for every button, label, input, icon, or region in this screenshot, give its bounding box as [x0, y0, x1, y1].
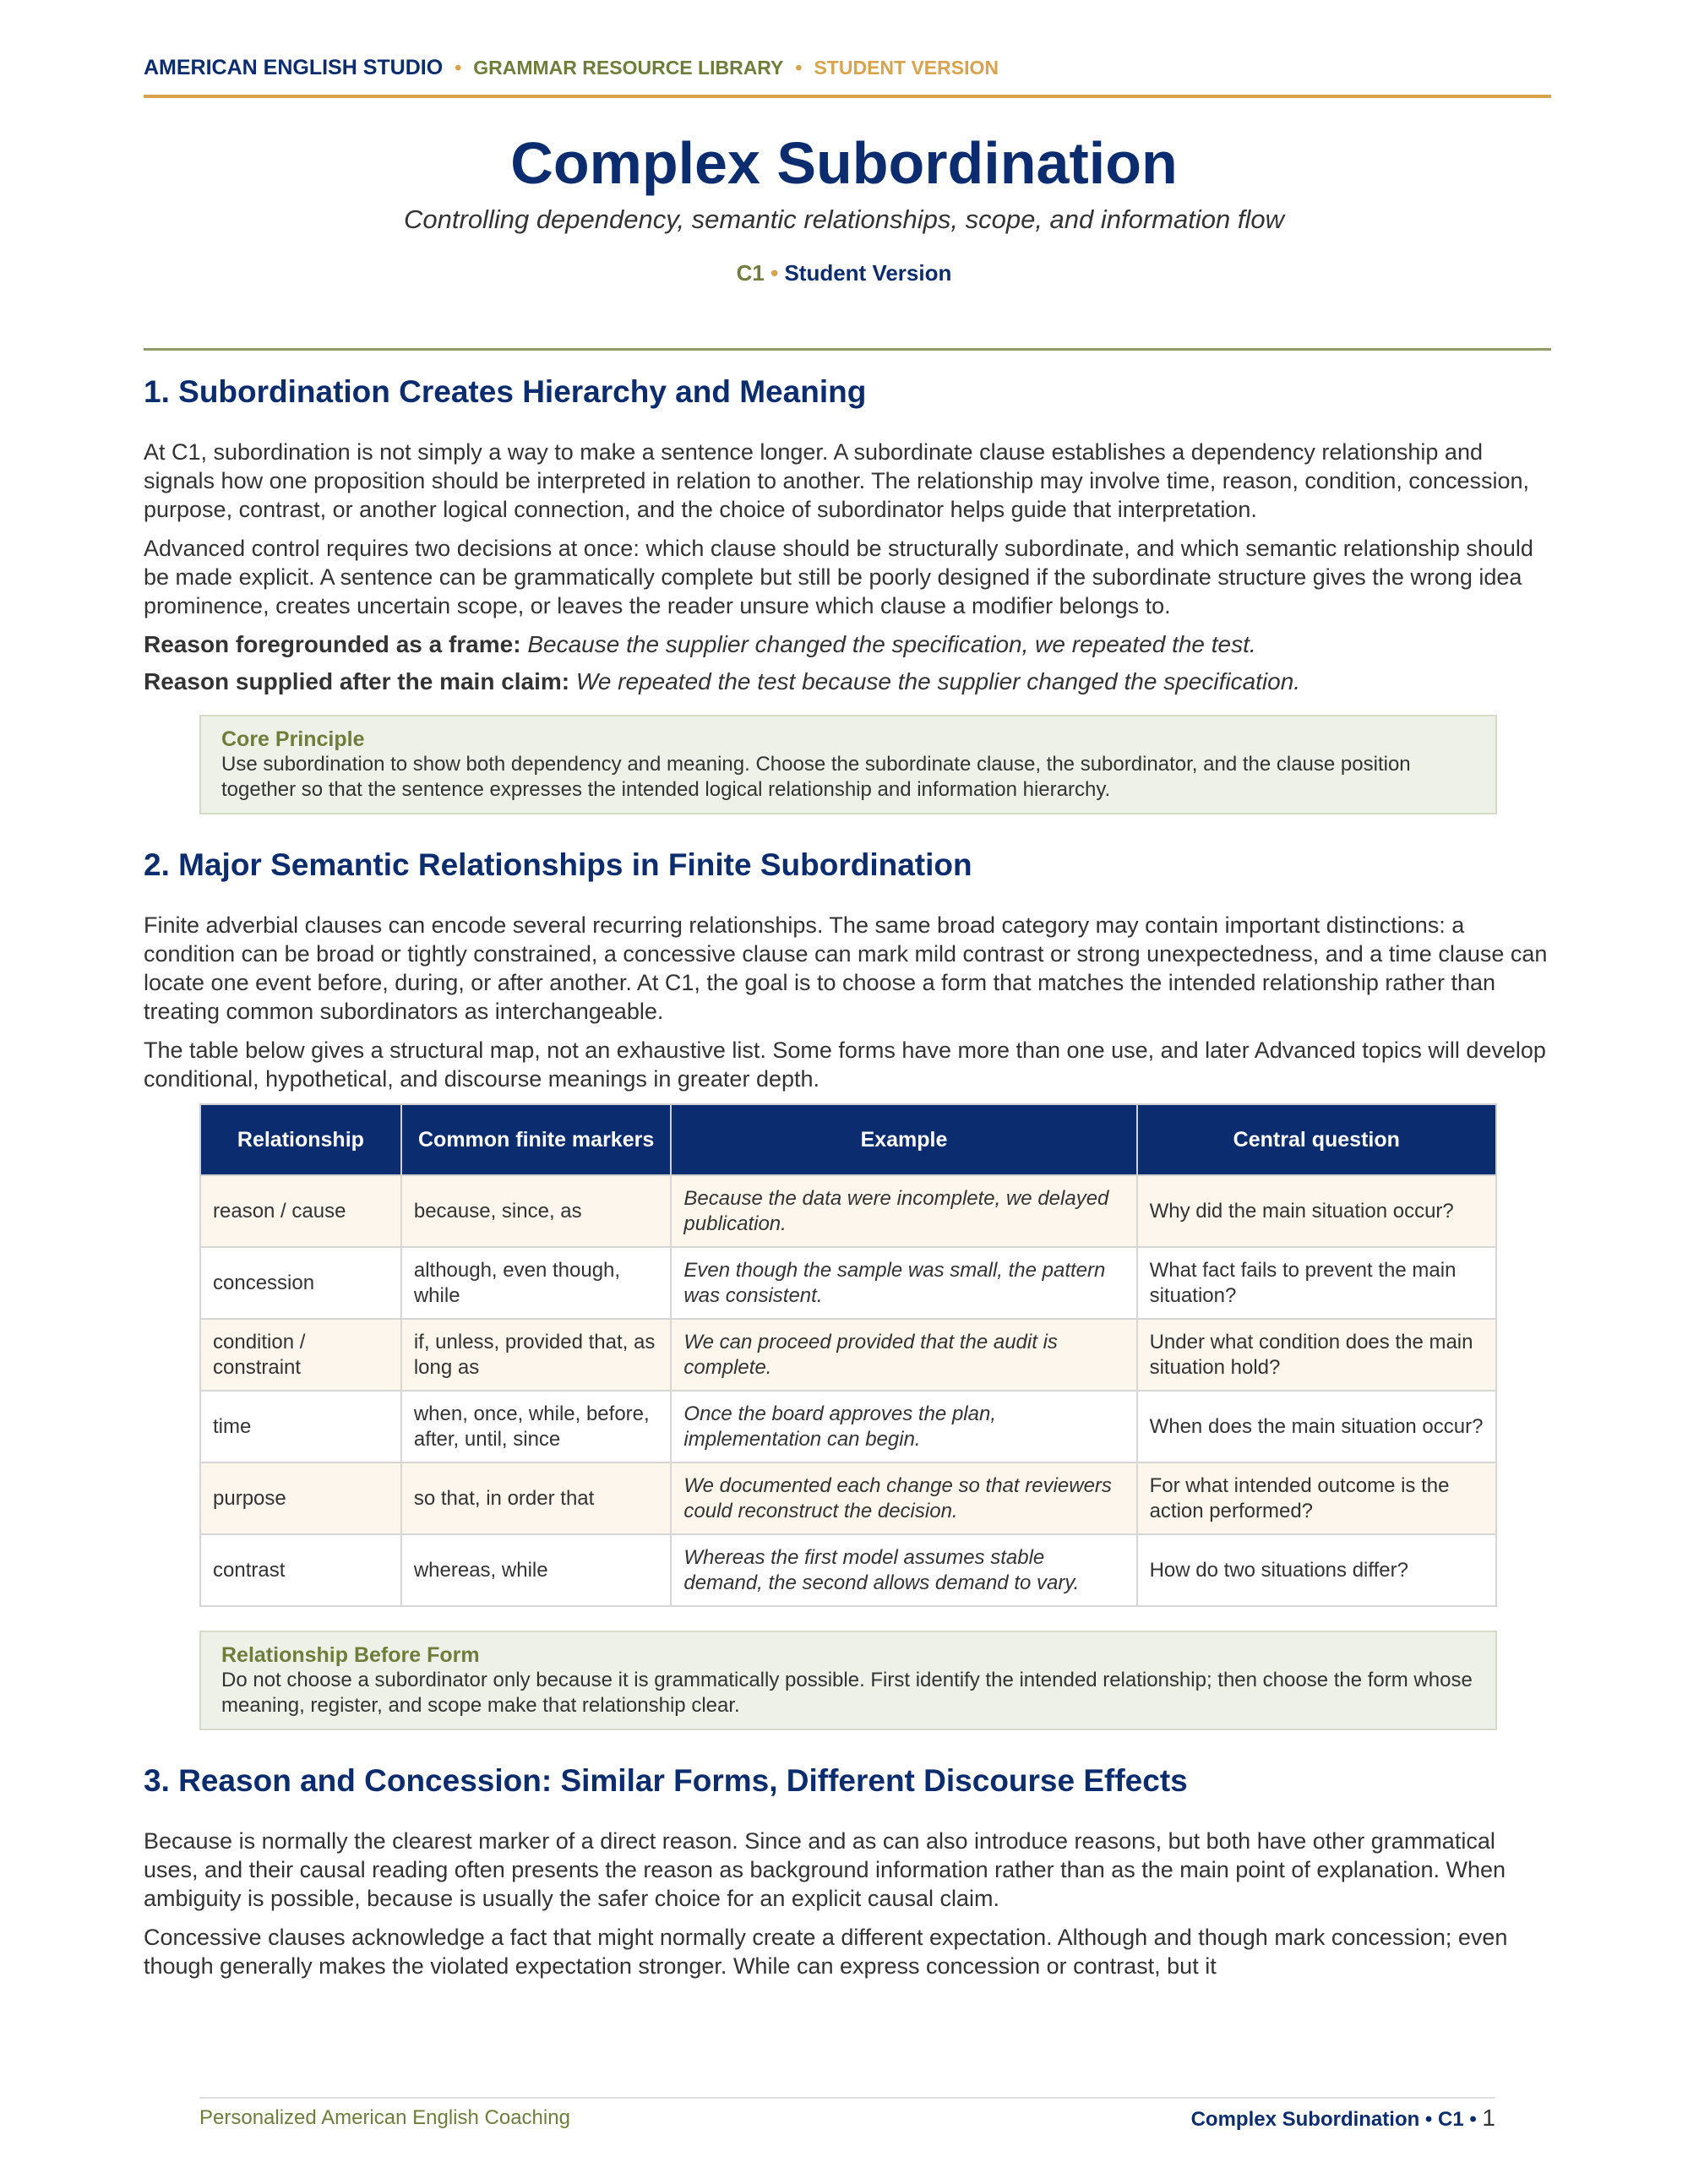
question-cell: Under what condition does the main situation hold?: [1137, 1319, 1496, 1391]
markers-cell: when, once, while, before, after, until, since: [401, 1391, 672, 1462]
markers-cell: if, unless, provided that, as long as: [401, 1319, 672, 1391]
example-text: Because the supplier changed the specification, we repeated the test.: [527, 631, 1256, 657]
example-cell: Once the board approves the plan, implementation can begin.: [671, 1391, 1136, 1462]
markers-cell: although, even though, while: [401, 1247, 672, 1319]
question-cell: When does the main situation occur?: [1137, 1391, 1496, 1462]
section-heading: 2. Major Semantic Relationships in Finite Subordination: [144, 847, 972, 882]
page-number: 1: [1482, 2105, 1495, 2131]
example-cell: Even though the sample was small, the pattern was consistent.: [671, 1247, 1136, 1319]
example-label: Reason supplied after the main claim:: [144, 668, 570, 694]
table-row: [200, 1391, 1496, 1462]
relationship-cell: purpose: [200, 1462, 401, 1534]
example-cell: We can proceed provided that the audit is complete.: [671, 1319, 1136, 1391]
separator-dot: •: [455, 57, 462, 79]
column-header: Common finite markers: [401, 1104, 672, 1175]
main-content: [144, 368, 1551, 1991]
table-row: [200, 1175, 1496, 1247]
running-header: [144, 54, 1551, 98]
callout-body: Do not choose a subordinator only because it is grammatically possible. First identify the intended relationship; then choose the form whose meaning, register, and scope make that relationship clear.: [221, 1669, 1473, 1717]
callout-title: Core Principle: [221, 727, 365, 751]
table-header-row: [200, 1104, 1496, 1175]
column-header: Relationship: [200, 1104, 401, 1175]
footer-doc-label: Complex Subordination • C1 •: [1190, 2108, 1477, 2131]
callout-title: Relationship Before Form: [221, 1643, 480, 1667]
relationship-cell: reason / cause: [200, 1175, 401, 1247]
footer-right: [1191, 2105, 1495, 2132]
example-cell: Whereas the first model assumes stable demand, the second allows demand to vary.: [671, 1534, 1136, 1606]
paragraph: Finite adverbial clauses can encode several recurring relationships. The same broad category may contain important distinctions: a condition can be broad or tightly constrained, a concessive clause can mark mild contrast or strong unexpectedness, and a time clause can locate one event before, during, or after another. At C1, the goal is to choose a form that matches the intended relationship rather than treating common subordinators as interchangeable.: [144, 912, 1548, 1024]
paragraph: The table below gives a structural map, not an exhaustive list. Some forms have more than one use, and later Advanced topics will develop conditional, hypothetical, and discourse meanings in greater depth.: [144, 1038, 1546, 1092]
question-cell: For what intended outcome is the action performed?: [1137, 1462, 1496, 1534]
level-separator: •: [770, 260, 779, 286]
callout-body: Use subordination to show both dependency and meaning. Choose the subordinate clause, the subordinator, and the clause position together so that the sentence expresses the intended logical relationship and information hierarchy.: [221, 753, 1411, 801]
example-cell: We documented each change so that reviewers could reconstruct the decision.: [671, 1462, 1136, 1534]
markers-cell: whereas, while: [401, 1534, 672, 1606]
title-divider: [144, 348, 1551, 351]
column-header: Example: [671, 1104, 1136, 1175]
example-line: [144, 667, 1551, 696]
footer-left: Personalized American English Coaching: [199, 2106, 570, 2129]
example-cell: Because the data were incomplete, we delayed publication.: [671, 1175, 1136, 1247]
example-label: Reason foregrounded as a frame:: [144, 631, 521, 657]
example-text: We repeated the test because the supplier changed the specification.: [575, 668, 1301, 694]
page-subtitle: Controlling dependency, semantic relationships, scope, and information flow: [404, 204, 1284, 234]
example-line: [144, 630, 1551, 659]
relationship-cell: condition / constraint: [200, 1319, 401, 1391]
relationship-cell: concession: [200, 1247, 401, 1319]
table-row: [200, 1462, 1496, 1534]
question-cell: What fact fails to prevent the main situation?: [1137, 1247, 1496, 1319]
footer-divider: [199, 2097, 1495, 2099]
section-heading: 1. Subordination Creates Hierarchy and Meaning: [144, 374, 867, 409]
library-label: GRAMMAR RESOURCE LIBRARY: [473, 57, 784, 79]
paragraph: At C1, subordination is not simply a way to make a sentence longer. A subordinate clause establishes a dependency relationship and signals how one proposition should be interpreted in relation to another. The relationship may involve time, reason, condition, concession, purpose, contrast, or another logical connection, and the choice of subordinator helps guide that interpretation.: [144, 439, 1529, 522]
version-label: STUDENT VERSION: [814, 57, 999, 79]
relationships-table: [199, 1103, 1497, 1607]
relationship-cell: time: [200, 1391, 401, 1462]
callout-box: [199, 715, 1497, 814]
markers-cell: so that, in order that: [401, 1462, 672, 1534]
markers-cell: because, since, as: [401, 1175, 672, 1247]
callout-box: [199, 1631, 1497, 1730]
level-line: [0, 259, 1688, 287]
page-title: Complex Subordination: [510, 130, 1178, 196]
level-code: C1: [736, 260, 765, 286]
level-label: Student Version: [784, 260, 952, 286]
separator-dot: •: [795, 57, 803, 79]
column-header: Central question: [1137, 1104, 1496, 1175]
question-cell: How do two situations differ?: [1137, 1534, 1496, 1606]
section-heading: 3. Reason and Concession: Similar Forms, Different Discourse Effects: [144, 1763, 1188, 1798]
paragraph: Concessive clauses acknowledge a fact that might normally create a different expectation. Although and though mark concession; even though generally makes the violated expectation stronger. While can express concession or contrast, but it: [144, 1925, 1508, 1979]
table-row: [200, 1319, 1496, 1391]
table-row: [200, 1534, 1496, 1606]
brand-name: AMERICAN ENGLISH STUDIO: [144, 56, 444, 79]
paragraph: Because is normally the clearest marker of a direct reason. Since and as can also introduce reasons, but both have other grammatical uses, and their causal reading often presents the reason as background information rather than as the main point of explanation. When ambiguity is possible, because is usually the safer choice for an explicit causal claim.: [144, 1828, 1506, 1911]
question-cell: Why did the main situation occur?: [1137, 1175, 1496, 1247]
paragraph: Advanced control requires two decisions at once: which clause should be structurally subordinate, and which semantic relationship should be made explicit. A sentence can be grammatically complete but still be poorly designed if the subordinate structure gives the wrong idea prominence, creates uncertain scope, or leaves the reader unsure which clause a modifier belongs to.: [144, 536, 1533, 618]
table-row: [200, 1247, 1496, 1319]
relationship-cell: contrast: [200, 1534, 401, 1606]
